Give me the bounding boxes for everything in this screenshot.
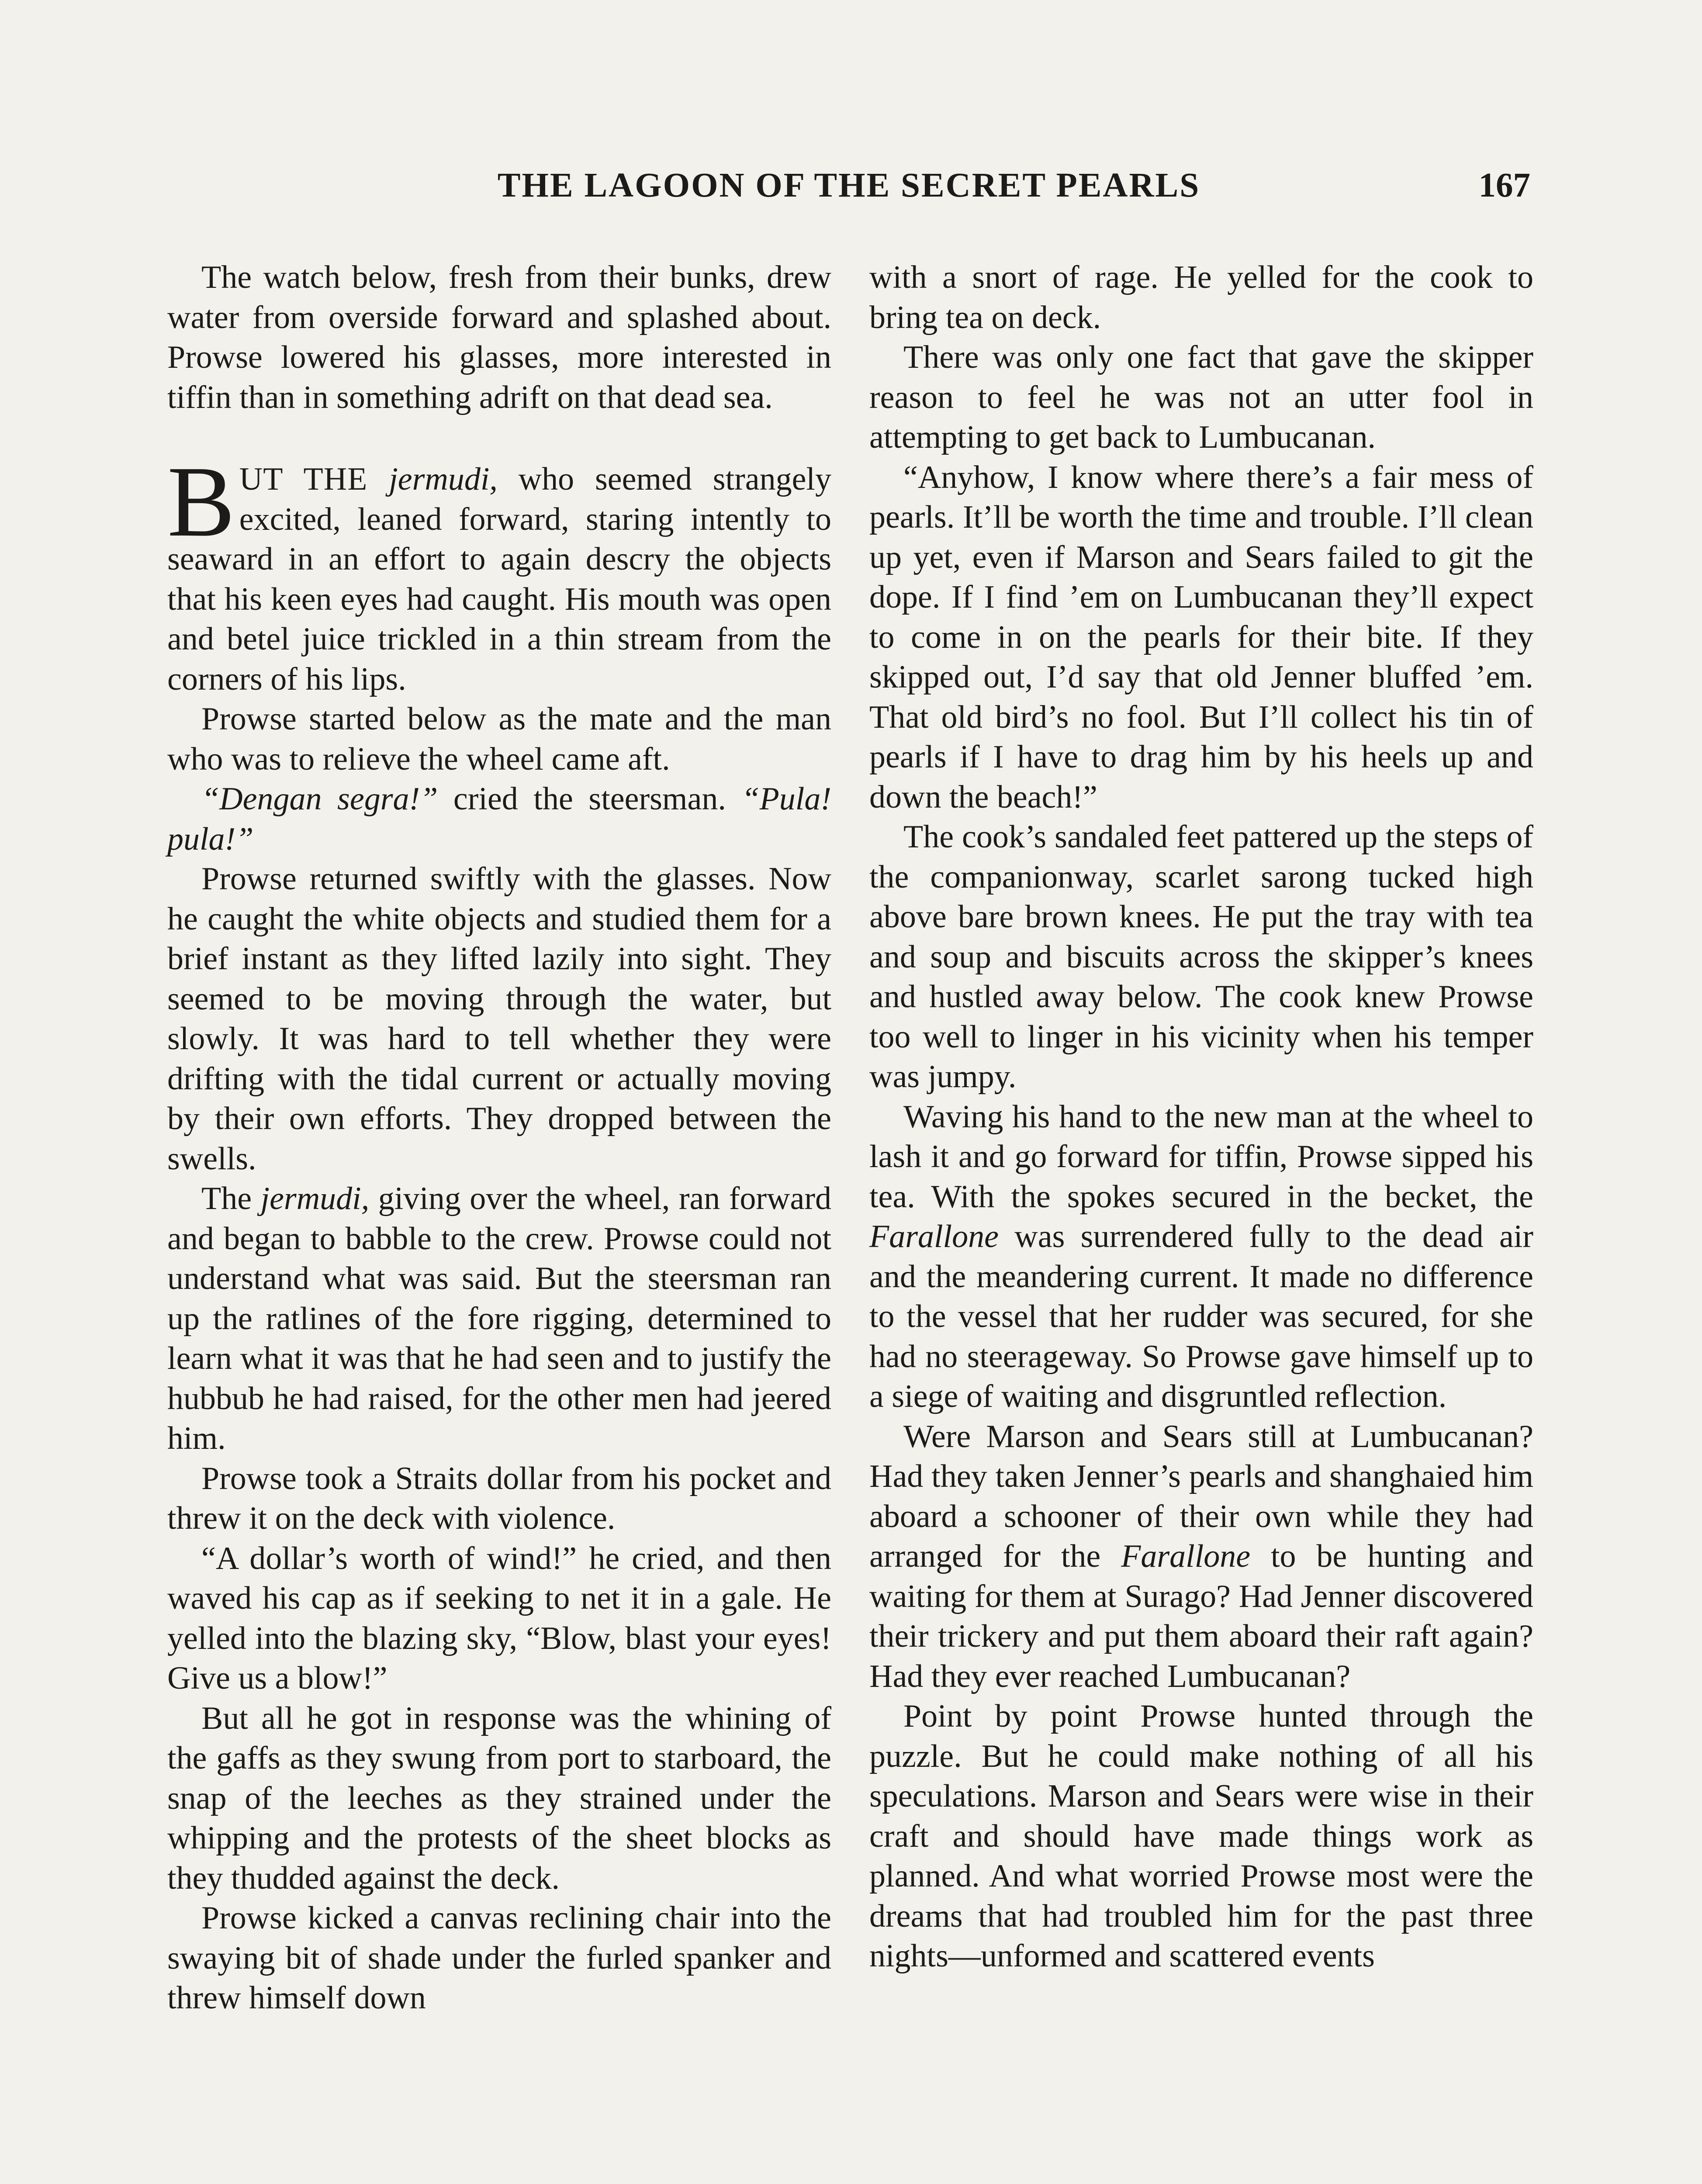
italic-dialogue: “Pula! pula!” [167, 781, 831, 857]
italic-word: jermudi, [260, 1181, 370, 1216]
paragraph: “A dollar’s worth of wind!” he cried, and then waved his cap as if seeking to net it in a gale. He yelled into the blazing sky, “Blow, blast your eyes! Give us a blow!” [167, 1540, 831, 1696]
paragraph [869, 1417, 1533, 1697]
ship-name: Farallone [869, 1219, 999, 1254]
paragraph-text: cried the steersman. [438, 781, 742, 817]
paragraph [869, 1097, 1533, 1417]
italic-word: jermudi, [389, 461, 498, 497]
italic-dialogue: “Dengan segra!” [201, 781, 438, 817]
ship-name: Farallone [1121, 1538, 1251, 1574]
paragraph: Point by point Prowse hunted through the puzzle. But he could make nothing of all his speculations. Marson and Sears were wise in their craft and should have made things work as planned. And what worried Prowse most were the dreams that had troubled him for the past three nights—unformed and scattered events [869, 1698, 1533, 1974]
paragraph-text: who seemed strangely excited, leaned forward, staring intently to seaward in an effort to again descry the objects that his keen eyes had caught. His mouth was open and betel juice trickled in a thin stream from the corners of his lips. [167, 461, 831, 697]
paragraph: Prowse started below as the mate and the man who was to relieve the wheel came aft. [167, 701, 831, 777]
paragraph-text: The [201, 1181, 261, 1216]
running-head: THE LAGOON OF THE SECRET PEARLS [497, 166, 1200, 204]
paragraph: The cook’s sandaled feet pattered up the steps of the companionway, scarlet sarong tucked high above bare brown knees. He put the tray with tea and soup and biscuits across the skipper’s knees and hustled away below. The cook knew Prowse too well to linger in his vicinity when his temper was jumpy. [869, 819, 1533, 1095]
page-number: 167 [1478, 166, 1530, 204]
paragraph: But all he got in response was the whining of the gaffs as they swung from port to starboard, the snap of the leeches as they strained under the whipping and the protests of the sheet blocks as they thudded against the deck. [167, 1700, 831, 1896]
paragraph: The watch below, fresh from their bunks, drew water from overside forward and splashed about. Prowse lowered his glasses, more interested in tiffin than in something adrift on that dead sea. [167, 259, 831, 415]
paragraph [167, 1179, 831, 1459]
page-header [167, 166, 1530, 232]
paragraph: There was only one fact that gave the skipper reason to feel he was not an utter fool in attempting to get back to Lumbucanan. [869, 339, 1533, 455]
paragraph [167, 779, 831, 859]
paragraph-text: giving over the wheel, ran forward and began to babble to the crew. Prowse could not understand what was said. But the steersman ran up the ratlines of the fore rigging, determined to learn what it was that he had seen and to justify the hubbub he had raised, for the other men had jeered him. [167, 1181, 832, 1456]
section-opening-paragraph [167, 446, 831, 699]
lead-in-caps: UT THE [239, 461, 389, 497]
paragraph-text: Waving his hand to the new man at the wheel to lash it and go forward for tiffin, Prowse sipped his tea. With the spokes secured in the becket, the [869, 1099, 1533, 1215]
drop-cap: B [167, 446, 235, 558]
paragraph: with a snort of rage. He yelled for the cook to bring tea on deck. [869, 259, 1533, 335]
paragraph: Prowse returned swiftly with the glasses. Now he caught the white objects and studied them for a brief instant as they lifted lazily into sight. They seemed to be moving through the water, but slowly. It was hard to tell whether they were drifting with the tidal current or actually moving by their own efforts. They dropped between the swells. [167, 861, 831, 1177]
paragraph-text: was surrendered fully to the dead air and the meandering current. It made no difference to the vessel that her rudder was secured, for she had no steerageway. So Prowse gave himself up to a siege of waiting and disgruntled reflection. [869, 1219, 1533, 1414]
paragraph: “Anyhow, I know where there’s a fair mess of pearls. It’ll be worth the time and trouble. I’ll clean up yet, even if Marson and Sears failed to git the dope. If I find ’em on Lumbucanan they’ll expect to come in on the pearls for their bite. If they skipped out, I’d say that old Jenner bluffed ’em. That old bird’s no fool. But I’ll collect his tin of pearls if I have to drag him by his heels up and down the beach!” [869, 459, 1533, 815]
right-column [869, 258, 1533, 1977]
paragraph: Prowse took a Straits dollar from his pocket and threw it on the deck with violence. [167, 1460, 831, 1536]
left-column [167, 258, 831, 2018]
paragraph-text: to be hunting and waiting for them at Surago? Had Jenner discovered their trickery and put them aboard their raft again? Had they ever reached Lumbucanan? [869, 1538, 1533, 1694]
paragraph-text: Were Marson and Sears still at Lumbucanan? Had they taken Jenner’s pearls and shanghaied him aboard a schooner of their own while they had arranged for the [869, 1418, 1533, 1574]
paragraph: Prowse kicked a canvas reclining chair into the swaying bit of shade under the furled spanker and threw himself down [167, 1900, 831, 2016]
